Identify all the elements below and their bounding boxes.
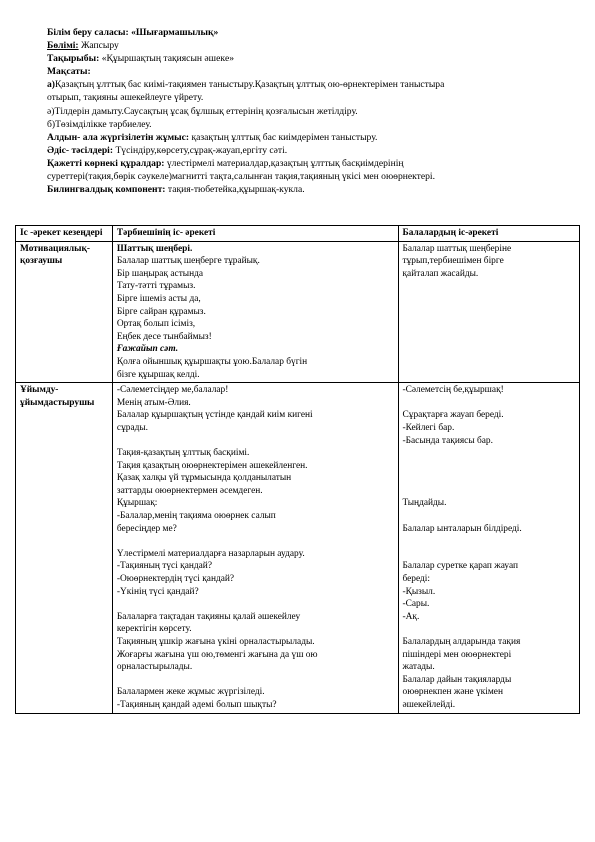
teacher-line: Қолға ойыншық құыршақты ұою.Балалар бүгін bbox=[116, 356, 308, 367]
teacher-line: заттарды оюөрнектермен әсемдеген. bbox=[116, 485, 263, 496]
teacher-line: -Тақияның қандай әдемі болып шықты? bbox=[116, 699, 277, 710]
teacher-cell bbox=[112, 383, 398, 713]
header-children: Балалардың іс-әрекеті bbox=[398, 226, 580, 242]
stage-line: ұйымдастырушы bbox=[20, 397, 95, 408]
spacer bbox=[403, 485, 577, 498]
spacer bbox=[403, 397, 577, 410]
children-line: Балалар шаттық шеңберіне bbox=[402, 243, 512, 254]
children-cell bbox=[398, 241, 580, 383]
teacher-line: -Үкінің түсі қандай? bbox=[116, 586, 199, 597]
children-line: -Сары. bbox=[402, 599, 430, 610]
children-line: Балалардың алдарында тақия bbox=[402, 637, 521, 647]
children-line: пішіндері мен оюөрнектері bbox=[402, 649, 512, 660]
teacher-line: Балалар шаттық шеңберге тұрайық. bbox=[116, 256, 260, 267]
field-label: Білім беру саласы: bbox=[47, 27, 129, 38]
teacher-line: Тақия-қазақтың ұлттық басқиімі. bbox=[116, 448, 250, 459]
teacher-line: Балалармен жеке жұмыс жүргізіледі. bbox=[116, 687, 265, 698]
children-line: Тыңдайды. bbox=[402, 498, 447, 509]
teacher-line: Балаларға тақтадан тақияны қалай әшекейлеу bbox=[116, 611, 301, 622]
teacher-line: -Тақияның түсі қандай? bbox=[116, 561, 212, 572]
teacher-line: Бір шаңырақ астында bbox=[116, 268, 204, 279]
goals-line bbox=[47, 65, 567, 78]
spacer bbox=[403, 548, 577, 561]
visual-label: Қажетті көрнекі құралдар: bbox=[47, 157, 165, 169]
spacer bbox=[403, 472, 577, 485]
topic-line bbox=[47, 52, 567, 65]
teacher-line: -Балалар,менің тақияма оюөрнек салып bbox=[116, 511, 276, 522]
teacher-line: Менің атым-Әлия. bbox=[116, 397, 191, 408]
teacher-line: Балалар құыршақтың үстінде қандай киім кигені bbox=[116, 410, 313, 421]
children-line: -Қызыл. bbox=[402, 586, 436, 597]
lesson-table bbox=[15, 225, 580, 714]
table-header-row bbox=[16, 226, 580, 242]
teacher-line: Жоғарғы жағына үш ою,төменгі жағына да үш ою bbox=[116, 649, 318, 660]
prep-line bbox=[47, 131, 567, 144]
children-line: Балалар суретке қарап жауап bbox=[402, 561, 518, 572]
teacher-line: Құыршақ: bbox=[116, 498, 158, 509]
children-line: Балалар дайын тақияларды bbox=[402, 674, 512, 685]
children-line: тұрып,тербиешімен бірге bbox=[402, 256, 504, 267]
topic-value: «Құыршақтың тақиясын әшекe» bbox=[99, 53, 235, 65]
teacher-line: Еңбек десе тынбаймыз! bbox=[116, 331, 212, 342]
spacer bbox=[403, 460, 577, 473]
children-line: әшекейлейді. bbox=[402, 699, 456, 710]
methods-value: Түсіндіру,көрсету,сұрақ-жауап,ергіту сәті. bbox=[113, 144, 288, 156]
teacher-line: бізге құыршақ келді. bbox=[116, 369, 200, 380]
children-line: жатады. bbox=[402, 662, 435, 673]
prep-label: Алдын- ала жүргізілетін жұмыс: bbox=[47, 131, 190, 143]
methods-label: Әдіс- тәсілдері: bbox=[47, 144, 114, 156]
topic-label: Тақырыбы: bbox=[47, 53, 100, 65]
goal-a-cont-line bbox=[47, 91, 567, 104]
goal-a-cont: отырып, тақияны әшекейлеуге үйрету. bbox=[47, 92, 204, 104]
teacher-line: бересіңдер ме? bbox=[116, 523, 177, 534]
spacer bbox=[117, 435, 395, 448]
spacer bbox=[117, 674, 395, 687]
lesson-header bbox=[47, 26, 567, 196]
children-line: Сұрақтарға жауап береді. bbox=[402, 410, 504, 421]
goal-a-line bbox=[47, 78, 567, 91]
spacer bbox=[403, 447, 577, 460]
teacher-line: сұрады. bbox=[116, 422, 149, 433]
goals-label: Мақсаты: bbox=[47, 66, 91, 78]
stage-line: қозғаушы bbox=[20, 256, 63, 267]
visual-line bbox=[47, 157, 567, 170]
stage-cell bbox=[16, 383, 113, 713]
teacher-line: Тату-тәтті тұрамыз. bbox=[116, 281, 196, 292]
teacher-line: Бірге ішеміз асты да, bbox=[116, 293, 201, 304]
goal-a-label: а) bbox=[47, 79, 55, 91]
goal-c-line bbox=[47, 118, 567, 131]
stage-line: Мотивациялық- bbox=[20, 243, 91, 254]
teacher-line: Ортақ болып ісіміз, bbox=[116, 319, 196, 330]
teacher-line: Үлестірмелі материалдарға назарларын аудару. bbox=[116, 548, 305, 559]
spacer bbox=[403, 535, 577, 548]
teacher-line: Бірге сайран құрамыз. bbox=[116, 306, 206, 317]
children-line: оюөрнекпен және үкімен bbox=[402, 687, 503, 698]
prep-value: қазақтың ұлттық бас киімдерімен таныстыру. bbox=[189, 131, 378, 143]
teacher-line: орналастырылады. bbox=[116, 662, 193, 673]
table-row bbox=[16, 383, 580, 713]
teacher-line: керектігін көрсету. bbox=[116, 624, 192, 635]
children-line: қайталап жасайды. bbox=[402, 268, 479, 279]
children-line: -Кейлегі бар. bbox=[402, 422, 455, 433]
goal-a-text: Қазақтың ұлттық бас киімі-тақиямен таныстыру.Қазақтың ұлттық ою-өрнектерімен таныстыра bbox=[55, 79, 445, 91]
section-line bbox=[47, 39, 567, 52]
stage-cell bbox=[16, 241, 113, 383]
teacher-line: -Сәлеметсіңдер ме,балалар! bbox=[116, 385, 229, 396]
children-cell bbox=[398, 383, 580, 713]
teacher-line: -Оюөрнектердің түсі қандай? bbox=[116, 574, 235, 585]
bilingual-line bbox=[47, 183, 567, 196]
bilingual-label: Билингвалдық компонент: bbox=[47, 184, 166, 196]
visual-cont: суреттері(тақия,бөрік сәукеле)магнитті тақта,салынған тақия,тақияның үкісі мен оюөрнектері. bbox=[47, 171, 435, 183]
teacher-line: Тақияның ұшкір жағына үкіні орналастырылады. bbox=[116, 637, 315, 647]
children-line: -Сәлеметсің бе,құыршақ! bbox=[402, 385, 504, 396]
stage-line: Ұйымду- bbox=[20, 385, 59, 396]
visual-cont-line bbox=[47, 170, 567, 183]
methods-line bbox=[47, 144, 567, 157]
teacher-title: Шаттық шеңбері. bbox=[116, 243, 193, 254]
spacer bbox=[403, 623, 577, 636]
spacer bbox=[117, 598, 395, 611]
table-row bbox=[16, 241, 580, 383]
header-stage: Іс -әрекет кезеңдері bbox=[16, 226, 113, 242]
children-line: -Ақ. bbox=[402, 611, 420, 622]
section-label: Бөлімі: bbox=[47, 40, 79, 52]
goal-b-line bbox=[47, 105, 567, 118]
spacer bbox=[117, 535, 395, 548]
children-line: береді: bbox=[402, 574, 431, 585]
section-value: Жапсыру bbox=[78, 40, 119, 52]
teacher-line: Қазақ халқы үй тұрмысында қолданылатын bbox=[116, 473, 292, 484]
children-line: Балалар ынталарын білдіреді. bbox=[402, 523, 522, 534]
teacher-moment: Ғажайып сәт. bbox=[116, 344, 179, 355]
goal-c: б)Төзімділікке тәрбиелеу. bbox=[47, 118, 152, 130]
visual-value: үлестірмелі материалдар,қазақтың ұлттық басқиімдерінің bbox=[164, 157, 404, 169]
goal-b: ә)Тілдерін дамыту.Саусақтың ұсақ бұлшық еттерінің қозғалысын жетілдіру. bbox=[47, 105, 358, 117]
spacer bbox=[403, 510, 577, 523]
field-value: «Шығармашылық» bbox=[128, 27, 219, 38]
field-line bbox=[47, 26, 567, 39]
teacher-line: Тақия қазақтың оюөрнектерімен әшекейленген. bbox=[116, 460, 308, 471]
bilingual-value: тақия-тюбетейка,құыршақ-кукла. bbox=[165, 184, 305, 196]
header-teacher: Тәрбиешінің іс- әрекеті bbox=[112, 226, 398, 242]
teacher-cell bbox=[112, 241, 398, 383]
children-line: -Басында тақиясы бар. bbox=[402, 435, 493, 446]
